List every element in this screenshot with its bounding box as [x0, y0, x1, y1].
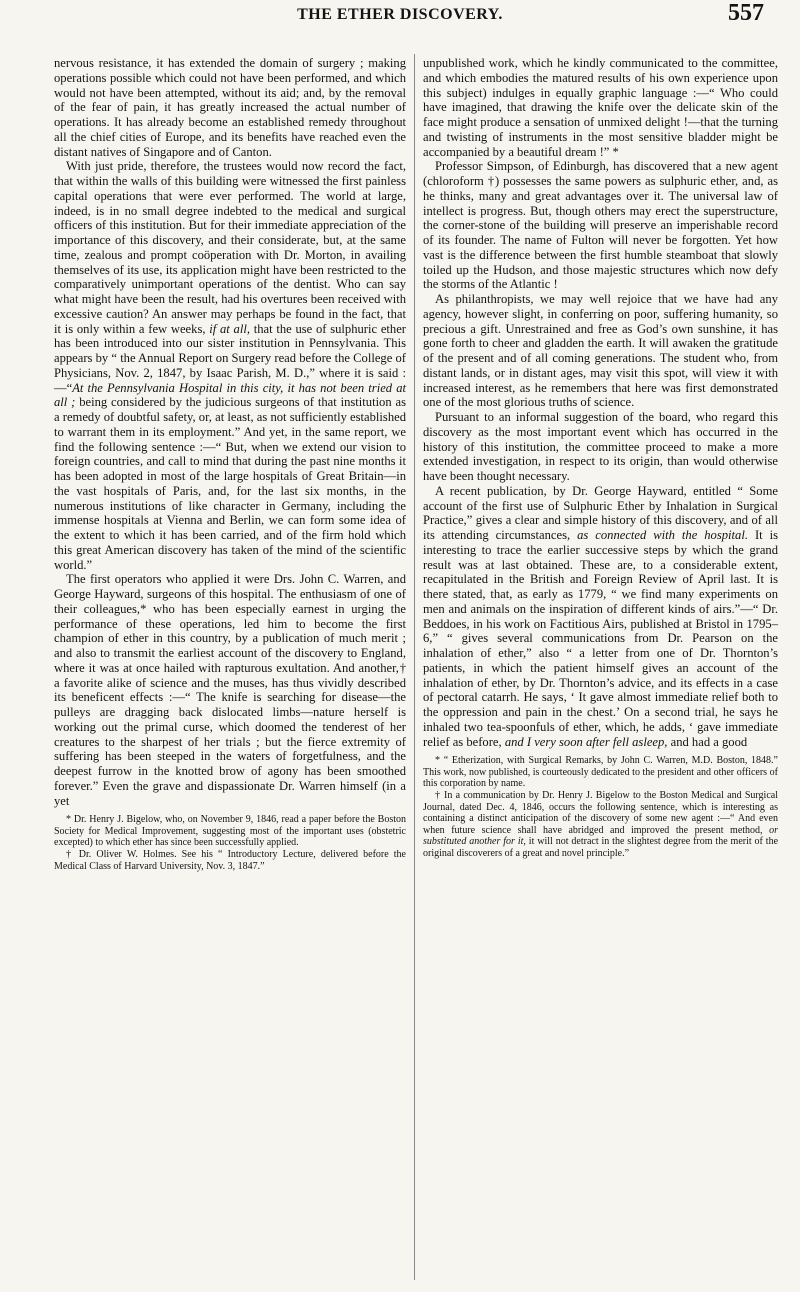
running-title: THE ETHER DISCOVERY.	[297, 6, 503, 23]
footnote: † In a communication by Dr. Henry J. Bigelow to the Boston Medical and Surgical Journal, dated Dec. 4, 1846, occurs the following sentence, which is interesting as containing a distinct anticipation of the discovery of some new agent :—“ And even when future science shall have abridged and improved the present method, or substituted another for it, it will not detract in the slightest degree from the merit of the original discoverers of a great and novel principle.”	[423, 790, 779, 859]
paragraph: Pursuant to an informal suggestion of the board, who regard this discovery as the most important event which has occurred in the history of this institution, the committee proceed to make a more extended investigation, in respect to its origin, than would otherwise have been thought necessary.	[423, 410, 778, 483]
paragraph: A recent publication, by Dr. George Hayward, entitled “ Some account of the first use of Sulphuric Ether by Inhalation in Surgical Practice,” gives a clear and simple history of this discovery, and of all its attending circumstances, as connected with the hospital. It is interesting to trace the earlier successive steps by which the grand result was at last obtained. These are, to a considerable extent, recapitulated in the British and Foreign Review of April last. It is there stated, that, as early as 1779, “ we find many experiments on men and animals on the inspiration of different kinds of airs.”—“ Dr. Beddoes, in his work on Factitious Airs, published at Bristol in 1795–6,” “ gives several communications from Dr. Pearson on the inhalation of ether,” also “ a letter from one of Dr. Thornton’s patients, in which the patient himself gives an account of the inhalation of ether, by Dr. Thornton’s advice, and its effects in a case of pectoral catarrh. He says, ‘ It gave almost immediate relief both to the oppression and pain in the chest.’ On a second trial, he says he inhaled two tea-spoonfuls of ether, which, he adds, ‘ gave immediate relief as before, and I very soon after fell asleep, and had a good	[423, 483, 778, 749]
page-number: 557	[728, 0, 764, 26]
footnote: † Dr. Oliver W. Holmes. See his “ Introductory Lecture, delivered before the Medical Class of Harvard University, Nov. 3, 1847.”	[54, 849, 406, 872]
right-column	[423, 56, 778, 860]
left-column	[54, 56, 406, 872]
paragraph: With just pride, therefore, the trustees would now record the fact, that within the walls of this building were witnessed the first painless capital operations that were ever performed. The world at large, indeed, is in no small degree indebted to the medical and surgical officers of this institution. But for their immediate appreciation of the importance of this discovery, and their considerate, but, at the same time, zealous and prompt coöperation with Dr. Morton, in availing themselves of its use, its application might have been restricted to the comparatively unimportant operations of the dentist. Who can say what might have been the result, had his overtures been received with excessive caution? An answer may perhaps be found in the fact, that it is only within a few weeks, if at all, that the use of sulphuric ether has been introduced into our sister institution in Pennsylvania. This appears by “ the Annual Report on Surgery read before the College of Physicians, Nov. 2, 1847, by Isaac Parish, M. D.,” where it is said :—“At the Pennsylvania Hospital in this city, it has not been tried at all ; being considered by the judicious surgeons of that institution as a remedy of doubtful safety, or, at least, as not sufficiently established to warrant them in its employment.” And yet, in the same report, we find the following sentence :—“ But, when we extend our vision to foreign countries, and call to mind that during the past nine months it has been adopted in most of the large hospitals of Great Britain—in the vast hospitals of Paris, and, for the last six months, in the numerous institutions of like character in Germany, including the immense hospitals at Vienna and Berlin, we can form some idea of the extent to which it has been carried, and of the firm hold which this great American discovery has taken of the mind of the scientific world.”	[54, 159, 406, 572]
footnotes-left	[54, 814, 406, 872]
paragraph: nervous resistance, it has extended the domain of surgery ; making operations possible which could not have been performed, and which would not have been attempted, without its aid; and, by the removal of the fear of pain, it has greatly increased the actual number of operations. It has already become an established remedy throughout all the chief cities of Europe, and its benefits have reached even the distant natives of Singapore and of Canton.	[54, 56, 406, 159]
paragraph: Professor Simpson, of Edinburgh, has discovered that a new agent (chloroform †) possesses the same powers as sulphuric ether, and, as he thinks, many and great advantages over it. The universal law of intellect is progress. But, though others may erect the superstructure, the corner-stone of the building will preserve an imperishable record of its founder. The name of Fulton will never be forgotten. Yet how vast is the difference between the first humble steamboat that slowly toiled up the Hudson, and those majestic structures which now defy the storms of the Atlantic !	[423, 159, 778, 292]
running-head	[0, 0, 800, 48]
footnote: * Dr. Henry J. Bigelow, who, on November 9, 1846, read a paper before the Boston Society for Medical Improvement, suggesting most of the important uses (obstetric excepted) to which ether has since been successfully applied.	[54, 814, 406, 849]
footnote: * “ Etherization, with Surgical Remarks, by John C. Warren, M.D. Boston, 1848.” This work, now published, is courteously dedicated to the president and other officers of this corporation by name.	[423, 755, 778, 790]
paragraph: The first operators who applied it were Drs. John C. Warren, and George Hayward, surgeons of this hospital. The enthusiasm of one of their colleagues,* who has been especially earnest in urging the performance of these operations, led him to become the first champion of ether in this country, by a publication of much merit ; and also to transmit the earliest account of the discovery to England, where it was at once hailed with rapturous exultation. And another,† a favorite alike of science and the muses, has thus vividly described its beneficent effects :—“ The knife is searching for disease—the pulleys are dragging back dislocated limbs—nature herself is working out the primal curse, which doomed the tenderest of her creatures to the sharpest of her trials ; but the fierce extremity of suffering has been steeped in the waters of forgetfulness, and the deepest furrow in the knotted brow of agony has been smoothed forever.” Even the grave and dispassionate Dr. Warren himself (in a yet	[54, 572, 406, 808]
footnotes-right	[423, 755, 778, 859]
column-divider	[414, 54, 415, 1280]
paragraph: unpublished work, which he kindly communicated to the committee, and which embodies the matured results of his own experience upon this subject) indulges in equally graphic language :—“ Who could have imagined, that drawing the knife over the delicate skin of the face might produce a sensation of unmixed delight !—that the turning and twisting of instruments in the most sensitive bladder might be accompanied by a beautiful dream !” *	[423, 56, 778, 159]
paragraph: As philanthropists, we may well rejoice that we have had any agency, however slight, in conferring on poor, suffering humanity, so precious a gift. Unrestrained and free as God’s own sunshine, it has gone forth to cheer and gladden the earth. It will awaken the gratitude of the present and of all coming generations. The student who, from distant lands, or in distant ages, may visit this spot, will view it with increased interest, as he remembers that here was first demonstrated one of the most glorious truths of science.	[423, 292, 778, 410]
